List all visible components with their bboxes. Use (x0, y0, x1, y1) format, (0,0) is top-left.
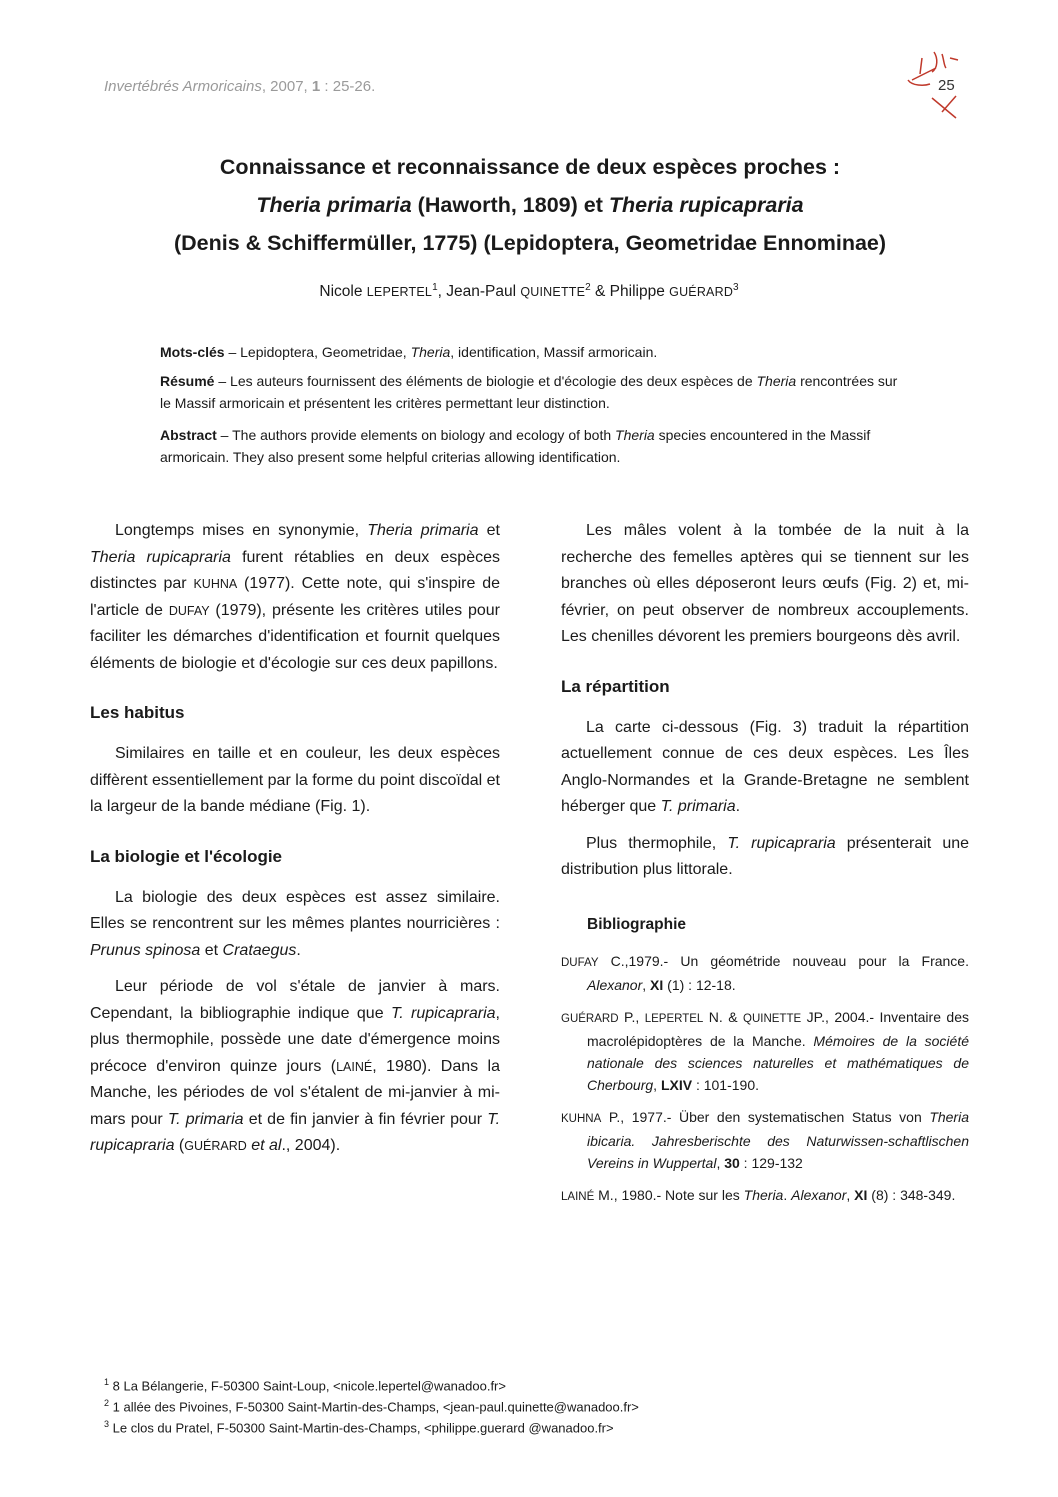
text-run: M., 1980.- Note sur les (594, 1186, 744, 1203)
abstract (160, 424, 910, 468)
genus-name: Theria (410, 344, 451, 360)
bibliography-entry (561, 950, 969, 996)
text-run: , (846, 1186, 855, 1203)
journal-name: Invertébrés Armoricains (104, 78, 262, 95)
text-run: ( (174, 1137, 185, 1154)
species-name: T. rupicapraria (90, 1110, 501, 1154)
affiliation-marker: 2 (585, 282, 591, 293)
et-al: et al (246, 1137, 282, 1154)
species-name: Theria rupicapraria (90, 548, 231, 566)
cited-author: QUINETTE (743, 1012, 802, 1025)
repartition-paragraph-1 (561, 715, 969, 821)
text-run: : 129-132 (739, 1154, 803, 1171)
abstract-label: Abstract (160, 427, 217, 443)
cited-author: LAINÉ (561, 1190, 595, 1203)
page-number: 25 (938, 77, 955, 94)
keywords-text: – Lepidoptera, Geometridae, (224, 344, 411, 360)
cited-author: LEPERTEL (644, 1012, 704, 1025)
heading-bibliographie: Bibliographie (587, 915, 687, 933)
footnote-text: Le clos du Pratel, F-50300 Saint-Martin-des-Champs, <philippe.guerard @wanadoo.fr> (109, 1420, 614, 1436)
species-name: Theria primaria (367, 522, 479, 539)
heading-biologie: La biologie et l'écologie (90, 846, 283, 866)
resume-text: rencontrées sur le Massif armoricain et présentent les critères permettant leur distinction. (160, 373, 898, 411)
text-run: JP., 2004.- Inventaire des macrolépidoptères de la Manche. (587, 1008, 970, 1049)
journal-title: Alexanor (791, 1186, 847, 1203)
text-run: , plus thermophile, possède une date d'émergence moins précoce d'environ quinze jours ( (90, 1004, 500, 1075)
cited-author: GUÉRARD (561, 1012, 619, 1025)
text-run: , (716, 1154, 725, 1171)
footnote-number: 3 (104, 1419, 110, 1429)
volume-number: LXIV (660, 1076, 693, 1093)
cited-author: KUHNA (193, 577, 238, 591)
volume-number: XI (650, 976, 664, 993)
footnote-text: 1 allée des Pivoines, F-50300 Saint-Martin-des-Champs, <jean-paul.quinette@wanadoo.fr> (109, 1399, 639, 1415)
volume-number: 30 (724, 1154, 740, 1171)
text-run: ., 2004). (281, 1137, 341, 1154)
species-name: T. primaria (167, 1110, 244, 1128)
species-name: Theria primaria (256, 193, 412, 217)
article-title (60, 148, 1000, 262)
author-separator: , Jean-Paul (437, 283, 521, 301)
affiliation-marker: 1 (432, 282, 438, 293)
genus-name: Theria (756, 373, 797, 389)
text-run: présenterait une distribution plus littorale. (561, 834, 970, 878)
text-run: et (478, 522, 500, 539)
abstract-text: – The authors provide elements on biology and ecology of both (216, 427, 616, 443)
left-column (90, 518, 500, 1160)
text-run: P., 1977.- Über den systematischen Status von (601, 1108, 930, 1125)
text-run: , (653, 1076, 661, 1093)
text-run: et (200, 941, 223, 959)
cited-author: DUFAY (168, 603, 210, 618)
heading-repartition: La répartition (561, 676, 670, 696)
plant-name: Crataegus (222, 941, 297, 959)
author-list (0, 282, 1058, 301)
text-run: . (296, 941, 301, 959)
bibliography-entry (561, 1006, 969, 1096)
author-first-name: Nicole (319, 283, 367, 301)
text-run: , (642, 976, 651, 993)
genus-name: Theria (615, 427, 655, 443)
species-name: T. primaria (660, 798, 736, 815)
journal-citation (104, 78, 375, 95)
keywords-label: Mots-clés (160, 344, 225, 360)
males-paragraph: Les mâles volent à la tombée de la nuit à la recherche des femelles aptères qui se tiennent sur les branches où elles déposeront leurs œufs (Fig. 2) et, mi-février, on peut observer de nombreux accouplements. Les chenilles dévorent les premiers bourgeons dès avril. (561, 522, 969, 645)
author-last-name: QUINETTE (520, 285, 586, 300)
text-run: (1) : 12-18. (663, 976, 736, 993)
right-column (561, 518, 969, 1208)
species-name: T. rupicapraria (727, 834, 836, 852)
keywords (160, 341, 910, 363)
biologie-paragraph-2 (90, 974, 500, 1160)
volume-number: XI (854, 1186, 868, 1203)
journal-pages: : 25-26. (320, 78, 376, 95)
text-run: C.,1979.- Un géométride nouveau pour la France. (598, 952, 969, 969)
text-run: . (783, 1186, 792, 1203)
footnote-text: 8 La Bélangerie, F-50300 Saint-Loup, <nicole.lepertel@wanadoo.fr> (109, 1378, 506, 1394)
title-line-2 (60, 186, 1000, 224)
journal-year: , 2007, (261, 78, 312, 95)
cited-author: LAINÉ (336, 1059, 373, 1074)
text-run: (1979), présente les critères utiles pour faciliter les démarches d'identification et fournit quelques éléments de biologie et d'écologie sur ces deux papillons. (90, 601, 500, 672)
text-run: , 1980). Dans la Manche, les périodes de vol s'étalent de mi-janvier à mi-mars pour (90, 1057, 501, 1128)
genus-name: Theria (743, 1186, 784, 1203)
text-run: . (735, 798, 741, 815)
resume-text: – Les auteurs fournissent des éléments de biologie et d'écologie des deux espèces de (214, 373, 757, 389)
footnote-number: 2 (104, 1398, 110, 1408)
text-run: (8) : 348-349. (867, 1186, 956, 1203)
biologie-paragraph-1 (90, 885, 500, 965)
text-run: La carte ci-dessous (Fig. 3) traduit la répartition actuellement connue de ces deux espèces. Les Îles Anglo-Normandes et la Grande-Bretagne ne semblent héberger que (561, 718, 969, 815)
bibliography-entry (561, 1184, 969, 1208)
heading-habitus: Les habitus (90, 703, 185, 722)
abstract-text: species encountered in the Massif armoricain. They also present some helpful criterias allowing identification. (160, 427, 871, 465)
affiliation-marker: 3 (733, 282, 739, 293)
text-run: Plus thermophile, (586, 834, 728, 852)
text-run: La biologie des deux espèces est assez similaire. Elles se rencontrent sur les mêmes plantes nourricières : (90, 888, 500, 932)
plant-name: Prunus spinosa (90, 941, 201, 959)
footnote-number: 1 (104, 1377, 110, 1387)
author-separator: & Philippe (590, 283, 670, 301)
text-run: Leur période de vol s'étale de janvier à mars. Cependant, la bibliographie indique que (90, 978, 500, 1022)
habitus-paragraph: Similaires en taille et en couleur, les deux espèces diffèrent essentiellement par la forme du point discoïdal et la largeur de la bande médiane (Fig. 1). (90, 745, 500, 815)
repartition-paragraph-2 (561, 831, 969, 884)
bibliography-entry (561, 1106, 969, 1174)
keywords-text: , identification, Massif armoricain. (450, 344, 658, 360)
text-run: furent rétablies en deux espèces distinctes par (90, 548, 501, 592)
journal-title: Theria ibicaria. Jahresberischte des Naturwissen-schaftlischen Vereins in Wuppertal (587, 1108, 969, 1171)
resume (160, 370, 910, 414)
title-line-3: (Denis & Schiffermüller, 1775) (Lepidoptera, Geometridae Ennominae) (173, 231, 887, 255)
text-run: (1977). Cette note, qui s'inspire de l'article de (90, 575, 501, 619)
text-run: : 101-190. (692, 1076, 759, 1093)
species-authority: (Haworth, 1809) et (411, 193, 609, 217)
species-name: T. rupicapraria (390, 1004, 496, 1022)
author-last-name: GUÉRARD (669, 285, 734, 300)
author-last-name: LEPERTEL (366, 285, 433, 300)
journal-volume: 1 (311, 78, 321, 95)
resume-label: Résumé (160, 373, 215, 389)
journal-title: Mémoires de la société nationale des sciences naturelles et mathématiques de Cherbourg (587, 1032, 969, 1093)
text-run: et de fin janvier à fin février pour (243, 1110, 488, 1128)
cited-author: GUÉRARD (184, 1139, 247, 1153)
cited-author: DUFAY (561, 956, 599, 969)
text-run: P., (618, 1008, 645, 1025)
cited-author: KUHNA (561, 1112, 602, 1125)
intro-paragraph (90, 518, 500, 677)
text-run: N. & (703, 1008, 744, 1025)
journal-title: Alexanor (587, 976, 643, 993)
handwritten-mark-icon (898, 46, 966, 122)
text-run: Longtemps mises en synonymie, (115, 522, 368, 539)
footnote (104, 1414, 614, 1438)
species-name: Theria rupicapraria (608, 193, 804, 217)
title-line-1: Connaissance et reconnaissance de deux espèces proches : (219, 155, 841, 179)
